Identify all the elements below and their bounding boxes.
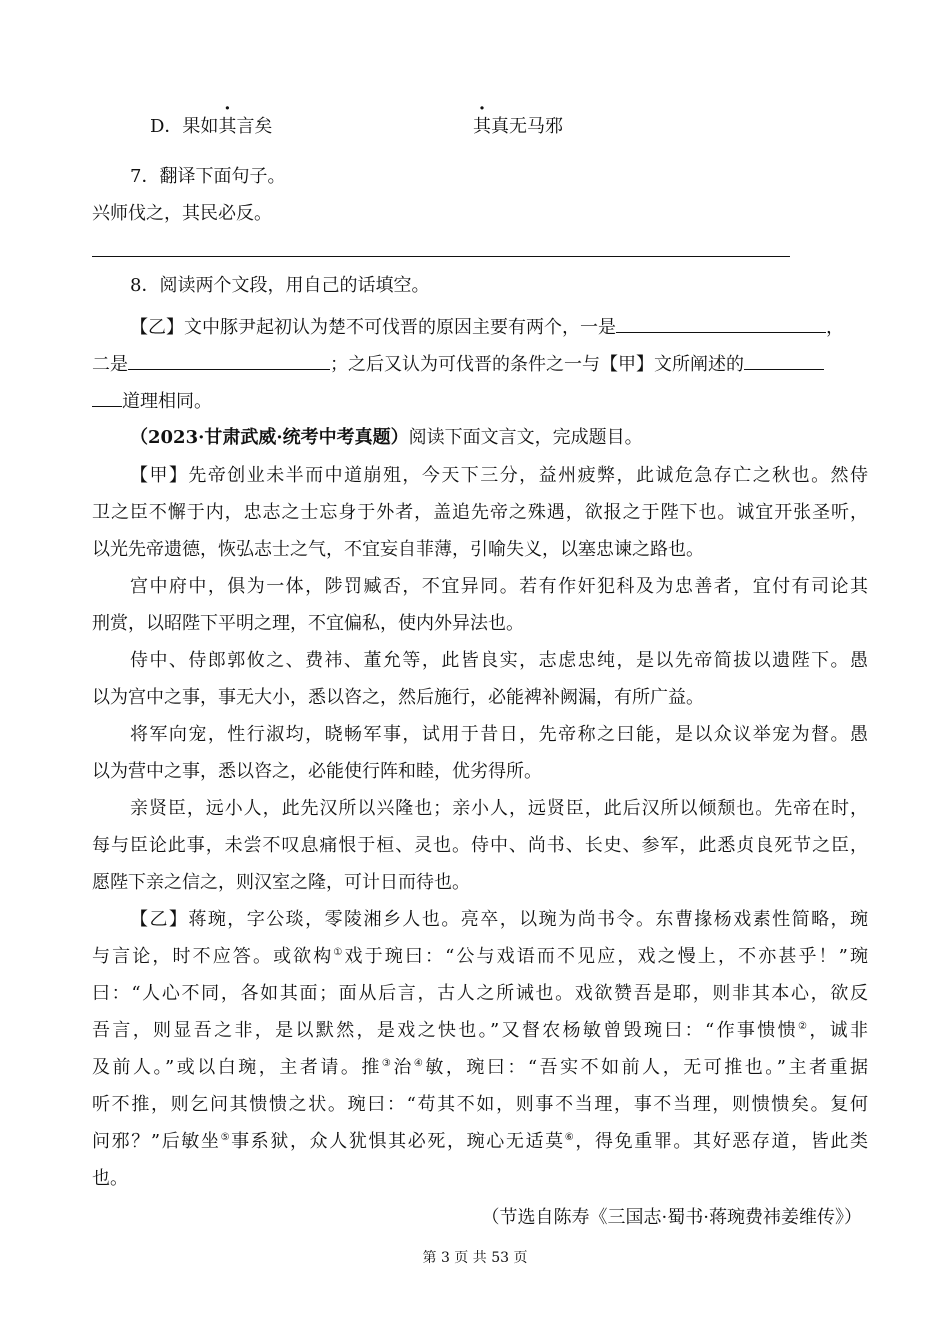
jia-p1-l3 bbox=[92, 539, 868, 561]
q8-title bbox=[130, 275, 868, 297]
footnote-mark: ② bbox=[797, 1021, 810, 1032]
q7-title-text: 7．翻译下面句子。 bbox=[130, 166, 286, 187]
section-heading bbox=[130, 427, 868, 449]
section-source: （2023·甘肃武威·统考中考真题） bbox=[130, 427, 409, 448]
jia-p5-l3 bbox=[92, 872, 868, 894]
yi-text: 戏于琬曰：“公与戏语而不见应，戏之慢上，不亦甚乎！”琬 bbox=[344, 946, 869, 967]
jia-text: 亲贤臣，远小人，此先汉所以兴隆也；亲小人，远贤臣，此后汉所以倾颓也。先帝在时， bbox=[130, 798, 868, 819]
jia-p2-l2 bbox=[92, 613, 868, 635]
yi-l2 bbox=[92, 946, 868, 968]
yi-text: 问邪？”后敏坐 bbox=[92, 1131, 221, 1152]
q8-text-2: ， bbox=[826, 317, 844, 338]
page-footer bbox=[0, 1247, 950, 1267]
jia-p4-l1 bbox=[130, 724, 868, 746]
jia-text: 刑赏，以昭陛下平明之理，不宜偏私，使内外异法也。 bbox=[92, 613, 524, 634]
q8-line-2 bbox=[92, 351, 868, 376]
q7-answer-line[interactable] bbox=[92, 256, 790, 257]
jia-text: 【甲】先帝创业未半而中道崩殂，今天下三分，益州疲弊，此诚危急存亡之秋也。然侍 bbox=[130, 465, 868, 486]
yi-text: 也。 bbox=[92, 1168, 128, 1189]
yi-text: 曰：“人心不同，各如其面；面从后言，古人之所诫也。戏欲赞吾是耶，则非其本心，欲反 bbox=[92, 983, 868, 1004]
yi-text: 与言论，时不应答。或欲构 bbox=[92, 946, 334, 967]
q8-line-1 bbox=[130, 314, 868, 339]
q8-line-3 bbox=[92, 388, 868, 413]
jia-text: 宫中府中，俱为一体，陟罚臧否，不宜异同。若有作奸犯科及为忠善者，宜付有司论其 bbox=[130, 576, 868, 597]
yi-l5 bbox=[92, 1057, 868, 1079]
yi-text: 吾言，则显吾之非，是以默然，是戏之快也。”又督农杨敏曾毁琬曰：“作事愦愦 bbox=[92, 1020, 798, 1041]
answer-blank-2[interactable] bbox=[128, 351, 330, 370]
source-citation bbox=[482, 1207, 862, 1229]
yi-text: 事系狱，众人犹惧其必死，琬心无适莫 bbox=[231, 1131, 565, 1152]
q8-title-text: 8．阅读两个文段，用自己的话填空。 bbox=[130, 275, 430, 296]
jia-p1-l1 bbox=[130, 465, 868, 487]
q6-option-d-second bbox=[473, 112, 563, 138]
jia-text: 以为营中之事，悉以咨之，必能使行阵和睦，优劣得所。 bbox=[92, 761, 542, 782]
yi-l3 bbox=[92, 983, 868, 1005]
footnote-mark: ③ bbox=[381, 1058, 394, 1069]
footnote-mark: ⑤ bbox=[220, 1132, 232, 1143]
option-d-text: 言矣 bbox=[236, 116, 273, 137]
q7-title bbox=[130, 166, 868, 188]
option-d-label: D．果如 bbox=[150, 116, 219, 137]
yi-text: 及前人。”或以白琬，主者请。推 bbox=[92, 1057, 382, 1078]
footnote-mark: ④ bbox=[413, 1058, 426, 1069]
jia-p3-l1 bbox=[130, 650, 868, 672]
answer-blank-3-cont[interactable] bbox=[92, 388, 122, 407]
jia-p5-l2 bbox=[92, 835, 868, 857]
yi-text: 【乙】蒋琬，字公琰，零陵湘乡人也。亮卒，以琬为尚书令。东曹掾杨戏素性简略，琬 bbox=[130, 909, 868, 930]
q8-text-5: 道理相同。 bbox=[122, 391, 212, 412]
jia-p5-l1 bbox=[130, 798, 868, 820]
q7-sentence-text: 兴师伐之，其民必反。 bbox=[92, 203, 272, 224]
page-number: 第 3 页 共 53 页 bbox=[422, 1250, 528, 1266]
yi-l6 bbox=[92, 1094, 868, 1116]
jia-text: 以光先帝遗德，恢弘志士之气，不宜妄自菲薄，引喻失义，以塞忠谏之路也。 bbox=[92, 539, 704, 560]
source-text: （节选自陈寿《三国志·蜀书·蒋琬费祎姜维传》） bbox=[481, 1207, 862, 1228]
q8-text-4: ；之后又认为可伐晋的条件之一与【甲】文所阐述的 bbox=[330, 354, 744, 375]
footnote-mark: ⑥ bbox=[564, 1132, 576, 1143]
yi-text: ，得免重罪。其好恶存道，皆此类 bbox=[575, 1131, 869, 1152]
jia-text: 愿陛下亲之信之，则汉室之隆，可计日而待也。 bbox=[92, 872, 470, 893]
jia-text: 将军向宠，性行淑均，晓畅军事，试用于昔日，先帝称之曰能，是以众议举宠为督。愚 bbox=[130, 724, 868, 745]
q8-text-1: 【乙】文中豚尹起初认为楚不可伐晋的原因主要有两个，一是 bbox=[130, 317, 616, 338]
yi-text: 听不推，则乞问其愦愦之状。琬曰：“苟其不如，则事不当理，事不当理，则愦愦矣。复何 bbox=[92, 1094, 868, 1115]
yi-text: ，诚非 bbox=[809, 1020, 869, 1041]
yi-l7 bbox=[92, 1131, 868, 1153]
answer-blank-3[interactable] bbox=[744, 351, 824, 370]
q8-text-3: 二是 bbox=[92, 354, 128, 375]
jia-text: 卫之臣不懈于内，忠志之士忘身于外者，盖追先帝之殊遇，欲报之于陛下也。诚宜开张圣听， bbox=[92, 502, 868, 523]
jia-p4-l2 bbox=[92, 761, 868, 783]
yi-text: 敏，琬曰：“吾实不如前人，无可推也。”主者重据 bbox=[425, 1057, 869, 1078]
yi-text: 治 bbox=[393, 1057, 414, 1078]
dotted-char: 其 bbox=[473, 116, 491, 137]
jia-p2-l1 bbox=[130, 576, 868, 598]
section-instruction: 阅读下面文言文，完成题目。 bbox=[408, 427, 643, 448]
q6-option-d bbox=[150, 112, 272, 138]
answer-blank-1[interactable] bbox=[616, 314, 826, 333]
jia-text: 每与臣论此事，未尝不叹息痛恨于桓、灵也。侍中、尚书、长史、参军，此悉贞良死节之臣， bbox=[92, 835, 868, 856]
jia-p3-l2 bbox=[92, 687, 868, 709]
yi-l4 bbox=[92, 1020, 868, 1042]
yi-l1 bbox=[130, 909, 868, 931]
jia-p1-l2 bbox=[92, 502, 868, 524]
jia-text: 侍中、侍郎郭攸之、费祎、董允等，此皆良实，志虑忠纯，是以先帝简拔以遗陛下。愚 bbox=[130, 650, 868, 671]
jia-text: 以为宫中之事，事无大小，悉以咨之，然后施行，必能裨补阙漏，有所广益。 bbox=[92, 687, 704, 708]
dotted-char: 其 bbox=[218, 116, 237, 137]
yi-l8 bbox=[92, 1168, 868, 1190]
option-d-text-2: 真无马邪 bbox=[491, 116, 563, 137]
footnote-mark: ① bbox=[333, 947, 345, 958]
q7-sentence bbox=[92, 203, 868, 225]
